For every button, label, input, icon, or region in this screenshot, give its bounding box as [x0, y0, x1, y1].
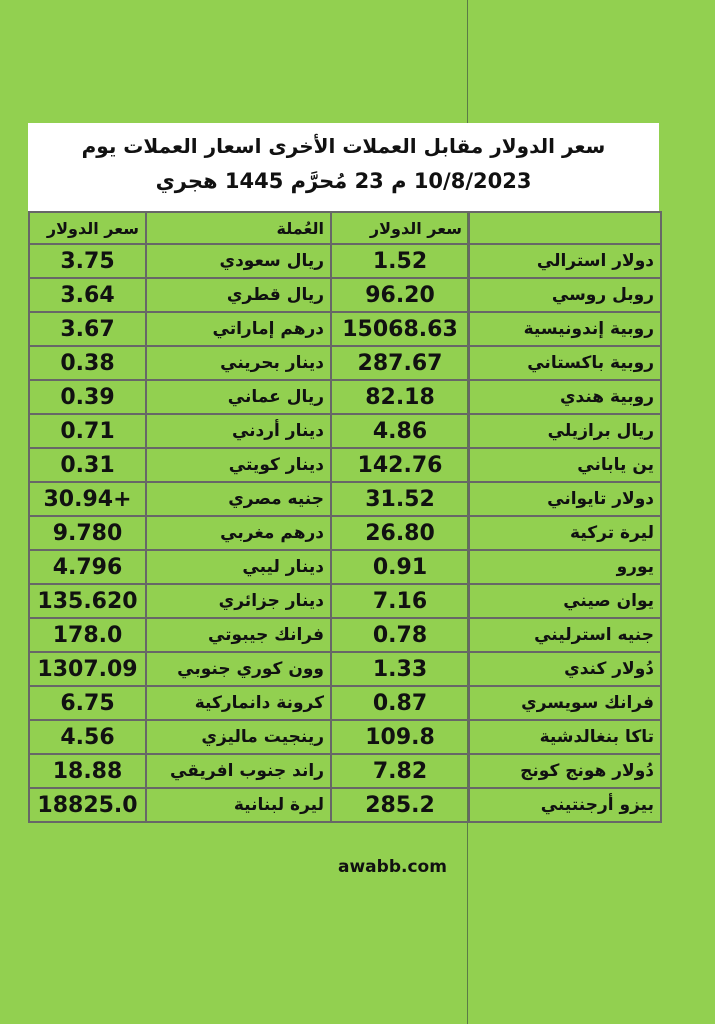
rate-left-cell: 18.88 — [29, 754, 146, 788]
rate-right-cell: 7.16 — [331, 584, 469, 618]
currency-left-cell: دينار كويتي — [146, 448, 331, 482]
header-currency-left: العُملة — [146, 212, 331, 244]
rate-right-cell: 4.86 — [331, 414, 469, 448]
rate-right-cell: 0.78 — [331, 618, 469, 652]
rate-left-cell: 4.56 — [29, 720, 146, 754]
currency-right-cell: فرانك سويسري — [469, 686, 661, 720]
table-row — [29, 516, 661, 550]
exchange-rates-table — [28, 211, 662, 823]
currency-left-cell: دينار أردني — [146, 414, 331, 448]
currency-right-cell: روبية إندونيسية — [469, 312, 661, 346]
rate-left-cell: 1307.09 — [29, 652, 146, 686]
currency-right-cell: ليرة تركية — [469, 516, 661, 550]
rate-left-cell: 3.67 — [29, 312, 146, 346]
rate-left-cell: 3.64 — [29, 278, 146, 312]
rate-left-cell: 9.780 — [29, 516, 146, 550]
rate-right-cell: 1.33 — [331, 652, 469, 686]
currency-right-cell: يورو — [469, 550, 661, 584]
header-rate-right: سعر الدولار — [331, 212, 469, 244]
currency-right-cell: ريال برازيلي — [469, 414, 661, 448]
currency-left-cell: دينار جزائري — [146, 584, 331, 618]
rate-left-cell: 4.796 — [29, 550, 146, 584]
currency-right-cell: يوان صيني — [469, 584, 661, 618]
rate-right-cell: 7.82 — [331, 754, 469, 788]
currency-left-cell: دينار ليبي — [146, 550, 331, 584]
currency-right-cell: روبية باكستاني — [469, 346, 661, 380]
table-row — [29, 720, 661, 754]
table-row — [29, 448, 661, 482]
table-row — [29, 244, 661, 278]
currency-left-cell: راند جنوب افريقي — [146, 754, 331, 788]
rate-left-cell: 0.31 — [29, 448, 146, 482]
currency-right-cell: دُولار هونج كونج — [469, 754, 661, 788]
rate-right-cell: 0.87 — [331, 686, 469, 720]
currency-left-cell: كرونة دانماركية — [146, 686, 331, 720]
rate-right-cell: 1.52 — [331, 244, 469, 278]
header-rate-left: سعر الدولار — [29, 212, 146, 244]
currency-right-cell: دولار تايواني — [469, 482, 661, 516]
table-row — [29, 380, 661, 414]
rate-left-cell: 18825.0 — [29, 788, 146, 822]
currency-left-cell: ريال عماني — [146, 380, 331, 414]
title-line: سعر الدولار مقابل العملات الأخرى اسعار العملات يوم — [81, 134, 606, 158]
table-row — [29, 788, 661, 822]
rate-left-cell: 0.38 — [29, 346, 146, 380]
rate-left-cell: 135.620 — [29, 584, 146, 618]
table-row — [29, 686, 661, 720]
table-row — [29, 652, 661, 686]
currency-right-cell: روبل روسي — [469, 278, 661, 312]
rate-right-cell: 109.8 — [331, 720, 469, 754]
rate-right-cell: 15068.63 — [331, 312, 469, 346]
table-row — [29, 278, 661, 312]
rate-left-cell: 178.0 — [29, 618, 146, 652]
rate-right-cell: 96.20 — [331, 278, 469, 312]
table-row — [29, 550, 661, 584]
currency-right-cell: دُولار كندي — [469, 652, 661, 686]
rate-left-cell: 0.39 — [29, 380, 146, 414]
currency-left-cell: ريال قطري — [146, 278, 331, 312]
table-row — [29, 618, 661, 652]
date-line: 10/8/2023 م 23 مُحرَّم 1445 هجري — [155, 169, 532, 193]
rate-right-cell: 31.52 — [331, 482, 469, 516]
currency-right-cell: جنيه استرليني — [469, 618, 661, 652]
currency-left-cell: ريال سعودي — [146, 244, 331, 278]
currency-right-cell: دولار استرالي — [469, 244, 661, 278]
rate-left-cell: 30.94+ — [29, 482, 146, 516]
currency-left-cell: رينجيت ماليزي — [146, 720, 331, 754]
table-row — [29, 346, 661, 380]
site-watermark: awabb.com — [338, 857, 447, 877]
header-currency-right — [469, 212, 661, 244]
currency-left-cell: درهم مغربي — [146, 516, 331, 550]
rate-right-cell: 0.91 — [331, 550, 469, 584]
currency-left-cell: وون كوري جنوبي — [146, 652, 331, 686]
table-header-row — [29, 212, 661, 244]
currency-left-cell: درهم إماراتي — [146, 312, 331, 346]
currency-left-cell: جنيه مصري — [146, 482, 331, 516]
table-row — [29, 482, 661, 516]
table-row — [29, 312, 661, 346]
table-row — [29, 414, 661, 448]
rate-right-cell: 26.80 — [331, 516, 469, 550]
rate-left-cell: 3.75 — [29, 244, 146, 278]
rate-right-cell: 82.18 — [331, 380, 469, 414]
currency-right-cell: روبية هندي — [469, 380, 661, 414]
currency-right-cell: ين ياباني — [469, 448, 661, 482]
rate-left-cell: 0.71 — [29, 414, 146, 448]
rate-right-cell: 285.2 — [331, 788, 469, 822]
currency-left-cell: فرانك جيبوتي — [146, 618, 331, 652]
currency-right-cell: تاكا بنغالدشية — [469, 720, 661, 754]
table-row — [29, 584, 661, 618]
rate-right-cell: 142.76 — [331, 448, 469, 482]
currency-right-cell: بيزو أرجنتيني — [469, 788, 661, 822]
rate-right-cell: 287.67 — [331, 346, 469, 380]
currency-left-cell: ليرة لبنانية — [146, 788, 331, 822]
title-banner — [28, 123, 659, 211]
rate-left-cell: 6.75 — [29, 686, 146, 720]
currency-left-cell: دينار بحريني — [146, 346, 331, 380]
table-row — [29, 754, 661, 788]
